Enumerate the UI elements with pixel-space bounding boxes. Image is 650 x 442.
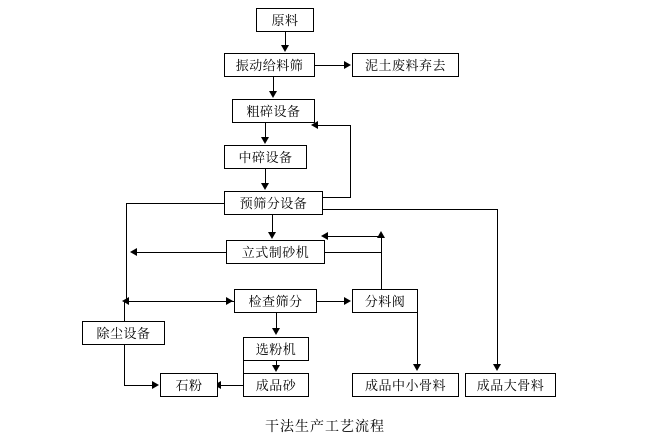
connector-powder-to-stonepowder xyxy=(218,385,243,386)
node-powder-selector[interactable]: 选粉机 xyxy=(243,337,309,361)
connector-return-to-coarse xyxy=(315,125,351,126)
arrowhead-valve-to-sandmaker-up xyxy=(377,231,385,238)
node-check-screening[interactable]: 检查筛分 xyxy=(234,289,317,313)
arrowhead-raw-to-feeder xyxy=(281,45,289,52)
connector-dustremoval-down xyxy=(124,345,125,385)
arrowhead-feeder-to-coarse xyxy=(269,91,277,98)
connector-raw-to-feeder xyxy=(285,32,286,46)
arrowhead-powder-to-sand xyxy=(272,365,280,372)
node-vertical-sand-maker[interactable]: 立式制砂机 xyxy=(226,240,325,264)
connector-checkscreen-to-powder xyxy=(276,313,277,329)
diagram-caption: 干法生产工艺流程 xyxy=(265,418,385,434)
arrowhead-sandmaker-left xyxy=(130,248,137,256)
arrowhead-checkscreen-to-powder xyxy=(272,328,280,335)
connector-valve-return-horizontal xyxy=(325,236,382,237)
arrowhead-medium-to-prescreen xyxy=(261,183,269,190)
connector-coarse-to-medium xyxy=(265,123,266,138)
node-distributor-valve[interactable]: 分料阀 xyxy=(352,289,418,313)
connector-prescreen-return-top xyxy=(323,197,351,198)
arrowhead-large-agg xyxy=(493,364,501,371)
connector-left-to-checkscreen xyxy=(126,301,234,302)
arrowhead-valve-return xyxy=(321,232,328,240)
connector-sandmaker-left xyxy=(134,252,226,253)
node-medium-crusher[interactable]: 中碎设备 xyxy=(224,145,307,169)
connector-dustremoval-to-stonepowder xyxy=(124,385,152,386)
connector-prescreen-left-down xyxy=(126,203,127,301)
connector-sandmaker-right xyxy=(325,252,382,253)
connector-prescreen-to-large-agg xyxy=(323,209,498,210)
arrowhead-left-to-checkscreen xyxy=(226,297,233,305)
connector-medium-to-prescreen xyxy=(265,169,266,184)
node-coarse-crusher[interactable]: 粗碎设备 xyxy=(232,99,315,123)
connector-valve-to-medium-agg xyxy=(417,313,418,365)
node-dust-removal[interactable]: 除尘设备 xyxy=(82,321,165,345)
node-medium-small-aggregate[interactable]: 成品中小骨料 xyxy=(352,373,459,397)
node-finished-sand[interactable]: 成品砂 xyxy=(243,373,309,397)
arrowhead-to-dustremoval-branch xyxy=(122,297,129,305)
arrowhead-prescreen-to-sandmaker xyxy=(268,232,276,239)
node-raw-material[interactable]: 原料 xyxy=(256,8,314,32)
arrowhead-medium-agg xyxy=(413,364,421,371)
connector-checkscreen-to-valve xyxy=(317,301,344,302)
arrowhead-coarse-to-medium xyxy=(261,137,269,144)
connector-valve-to-sandmaker-up xyxy=(381,236,382,289)
node-large-aggregate[interactable]: 成品大骨料 xyxy=(465,373,556,397)
connector-feeder-to-mudwaste xyxy=(315,65,344,66)
connector-prescreen-to-sandmaker xyxy=(272,215,273,233)
node-pre-screening[interactable]: 预筛分设备 xyxy=(224,191,323,215)
arrowhead-feeder-to-mudwaste xyxy=(344,61,351,69)
arrowhead-dustremoval-to-stonepowder xyxy=(152,381,159,389)
connector-prescreen-left-out xyxy=(126,203,224,204)
connector-feeder-to-coarse xyxy=(273,77,274,92)
node-stone-powder[interactable]: 石粉 xyxy=(160,373,218,397)
node-vibrating-feeder[interactable]: 振动给料筛 xyxy=(224,53,315,77)
node-mud-waste-discard[interactable]: 泥土废料弃去 xyxy=(352,53,459,77)
arrowhead-checkscreen-to-valve xyxy=(344,297,351,305)
connector-large-agg-down xyxy=(497,209,498,365)
connector-prescreen-return-vertical xyxy=(350,125,351,197)
